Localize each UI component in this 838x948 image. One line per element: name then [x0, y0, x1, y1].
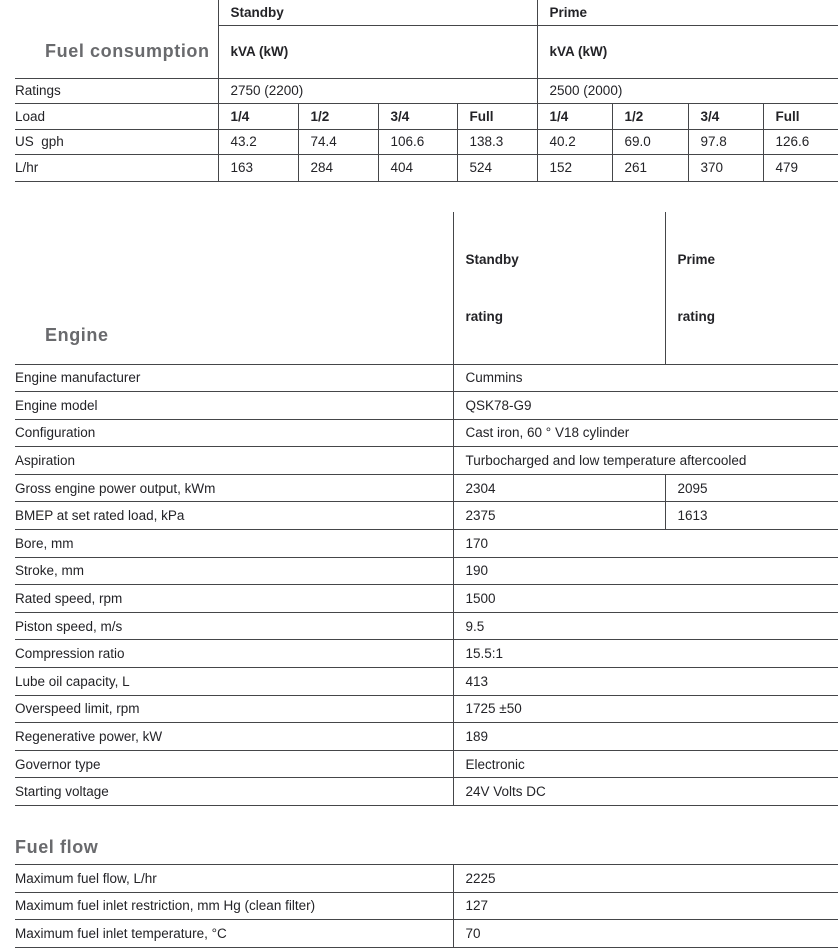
- spec-value: 127: [453, 892, 838, 920]
- standby-mode-header: Standby: [218, 0, 537, 26]
- fuel-value-cell: 106.6: [378, 129, 457, 154]
- prime-rating-value: 2500 (2000): [537, 78, 838, 103]
- spec-label: Configuration: [15, 419, 453, 447]
- fuel-value-cell: 69.0: [612, 129, 688, 154]
- fuel-row-label: L/hr: [15, 154, 218, 181]
- spec-label: Starting voltage: [15, 778, 453, 806]
- fuel-value-cell: 479: [763, 154, 838, 181]
- spec-label: Aspiration: [15, 447, 453, 475]
- load-col-header: 1/4: [218, 103, 298, 129]
- spec-value: 2225: [453, 865, 838, 893]
- spec-value: QSK78-G9: [453, 392, 838, 420]
- spec-label: Stroke, mm: [15, 557, 453, 585]
- spec-value: 24V Volts DC: [453, 778, 838, 806]
- empty-corner-cell: [15, 0, 218, 26]
- standby-unit-header: kVA (kW): [218, 26, 537, 79]
- engine-section-title: Engine: [45, 324, 109, 345]
- fuel-value-cell: 163: [218, 154, 298, 181]
- spec-label: Overspeed limit, rpm: [15, 695, 453, 723]
- spec-label: Lube oil capacity, L: [15, 668, 453, 696]
- spec-label: BMEP at set rated load, kPa: [15, 502, 453, 530]
- engine-spec-row: [15, 364, 838, 392]
- load-col-header: 1/2: [612, 103, 688, 129]
- fuel-flow-row: [15, 892, 838, 920]
- spec-value: 9.5: [453, 612, 838, 640]
- load-col-header: 1/2: [298, 103, 378, 129]
- standby-rating-header: Standby rating: [453, 212, 665, 365]
- spec-label: Engine manufacturer: [15, 364, 453, 392]
- fuel-value-cell: 524: [457, 154, 537, 181]
- spec-value-standby: 2375: [453, 502, 665, 530]
- engine-spec-row: [15, 723, 838, 751]
- fuel-value-cell: 97.8: [688, 129, 763, 154]
- engine-spec-row: [15, 502, 838, 530]
- fuel-consumption-table: [15, 0, 838, 182]
- engine-spec-row: [15, 585, 838, 613]
- spec-value: 413: [453, 668, 838, 696]
- fuel-flow-row: [15, 865, 838, 893]
- spec-label: Piston speed, m/s: [15, 612, 453, 640]
- spec-value: 15.5:1: [453, 640, 838, 668]
- spec-value: 1500: [453, 585, 838, 613]
- engine-spec-row: [15, 474, 838, 502]
- ratings-label: Ratings: [15, 78, 218, 103]
- spec-value: 1725 ±50: [453, 695, 838, 723]
- fuel-flow-row: [15, 920, 838, 948]
- spec-value: 190: [453, 557, 838, 585]
- spec-label: Governor type: [15, 750, 453, 778]
- fuel-value-cell: 43.2: [218, 129, 298, 154]
- load-col-header: Full: [763, 103, 838, 129]
- fuel-consumption-section-title: Fuel consumption: [45, 40, 210, 61]
- engine-spec-row: [15, 392, 838, 420]
- prime-rating-header: Prime rating: [665, 212, 838, 365]
- spec-label: Maximum fuel inlet temperature, °C: [15, 920, 453, 948]
- spec-label: Maximum fuel flow, L/hr: [15, 865, 453, 893]
- fuel-value-cell: 152: [537, 154, 612, 181]
- fuel-value-cell: 138.3: [457, 129, 537, 154]
- spec-value: 189: [453, 723, 838, 751]
- engine-spec-row: [15, 668, 838, 696]
- fuel-unit-header-row: [15, 26, 838, 79]
- spec-label: Maximum fuel inlet restriction, mm Hg (clean filter): [15, 892, 453, 920]
- standby-rating-value: 2750 (2200): [218, 78, 537, 103]
- spec-value: Cast iron, 60 ° V18 cylinder: [453, 419, 838, 447]
- spec-value-prime: 1613: [665, 502, 838, 530]
- fuel-value-cell: 284: [298, 154, 378, 181]
- engine-spec-row: [15, 530, 838, 558]
- engine-spec-row: [15, 612, 838, 640]
- spec-value: Cummins: [453, 364, 838, 392]
- engine-spec-row: [15, 750, 838, 778]
- spec-label: Engine model: [15, 392, 453, 420]
- fuel-value-cell: 261: [612, 154, 688, 181]
- prime-unit-header: kVA (kW): [537, 26, 838, 79]
- fuel-value-cell: 404: [378, 154, 457, 181]
- spec-label: Compression ratio: [15, 640, 453, 668]
- load-col-header: 3/4: [378, 103, 457, 129]
- fuel-value-cell: 370: [688, 154, 763, 181]
- engine-spec-row: [15, 695, 838, 723]
- spec-label: Rated speed, rpm: [15, 585, 453, 613]
- prime-mode-header: Prime: [537, 0, 838, 26]
- fuel-flow-table: [15, 864, 838, 948]
- load-header-row: [15, 103, 838, 129]
- fuel-row-label: US gph: [15, 129, 218, 154]
- engine-spec-row: [15, 557, 838, 585]
- load-col-header: 3/4: [688, 103, 763, 129]
- spec-label: Bore, mm: [15, 530, 453, 558]
- fuel-value-cell: 40.2: [537, 129, 612, 154]
- fuel-mode-header-row: [15, 0, 838, 26]
- fuel-value-cell: 126.6: [763, 129, 838, 154]
- spec-label: Gross engine power output, kWm: [15, 474, 453, 502]
- spec-value: Electronic: [453, 750, 838, 778]
- engine-table: [15, 212, 838, 807]
- spec-label: Regenerative power, kW: [15, 723, 453, 751]
- engine-spec-row: [15, 447, 838, 475]
- spec-value-prime: 2095: [665, 474, 838, 502]
- spec-value: Turbocharged and low temperature aftercooled: [453, 447, 838, 475]
- fuel-flow-section-title: Fuel flow: [15, 837, 99, 857]
- ratings-row: [15, 78, 838, 103]
- engine-spec-row: [15, 419, 838, 447]
- spec-value: 170: [453, 530, 838, 558]
- load-col-header: 1/4: [537, 103, 612, 129]
- load-col-header: Full: [457, 103, 537, 129]
- fuel-value-cell: 74.4: [298, 129, 378, 154]
- engine-header-row: [15, 212, 838, 365]
- us-gph-row: [15, 129, 838, 154]
- load-label: Load: [15, 103, 218, 129]
- l-hr-row: [15, 154, 838, 181]
- engine-spec-row: [15, 640, 838, 668]
- engine-spec-row: [15, 778, 838, 806]
- spec-value: 70: [453, 920, 838, 948]
- spec-value-standby: 2304: [453, 474, 665, 502]
